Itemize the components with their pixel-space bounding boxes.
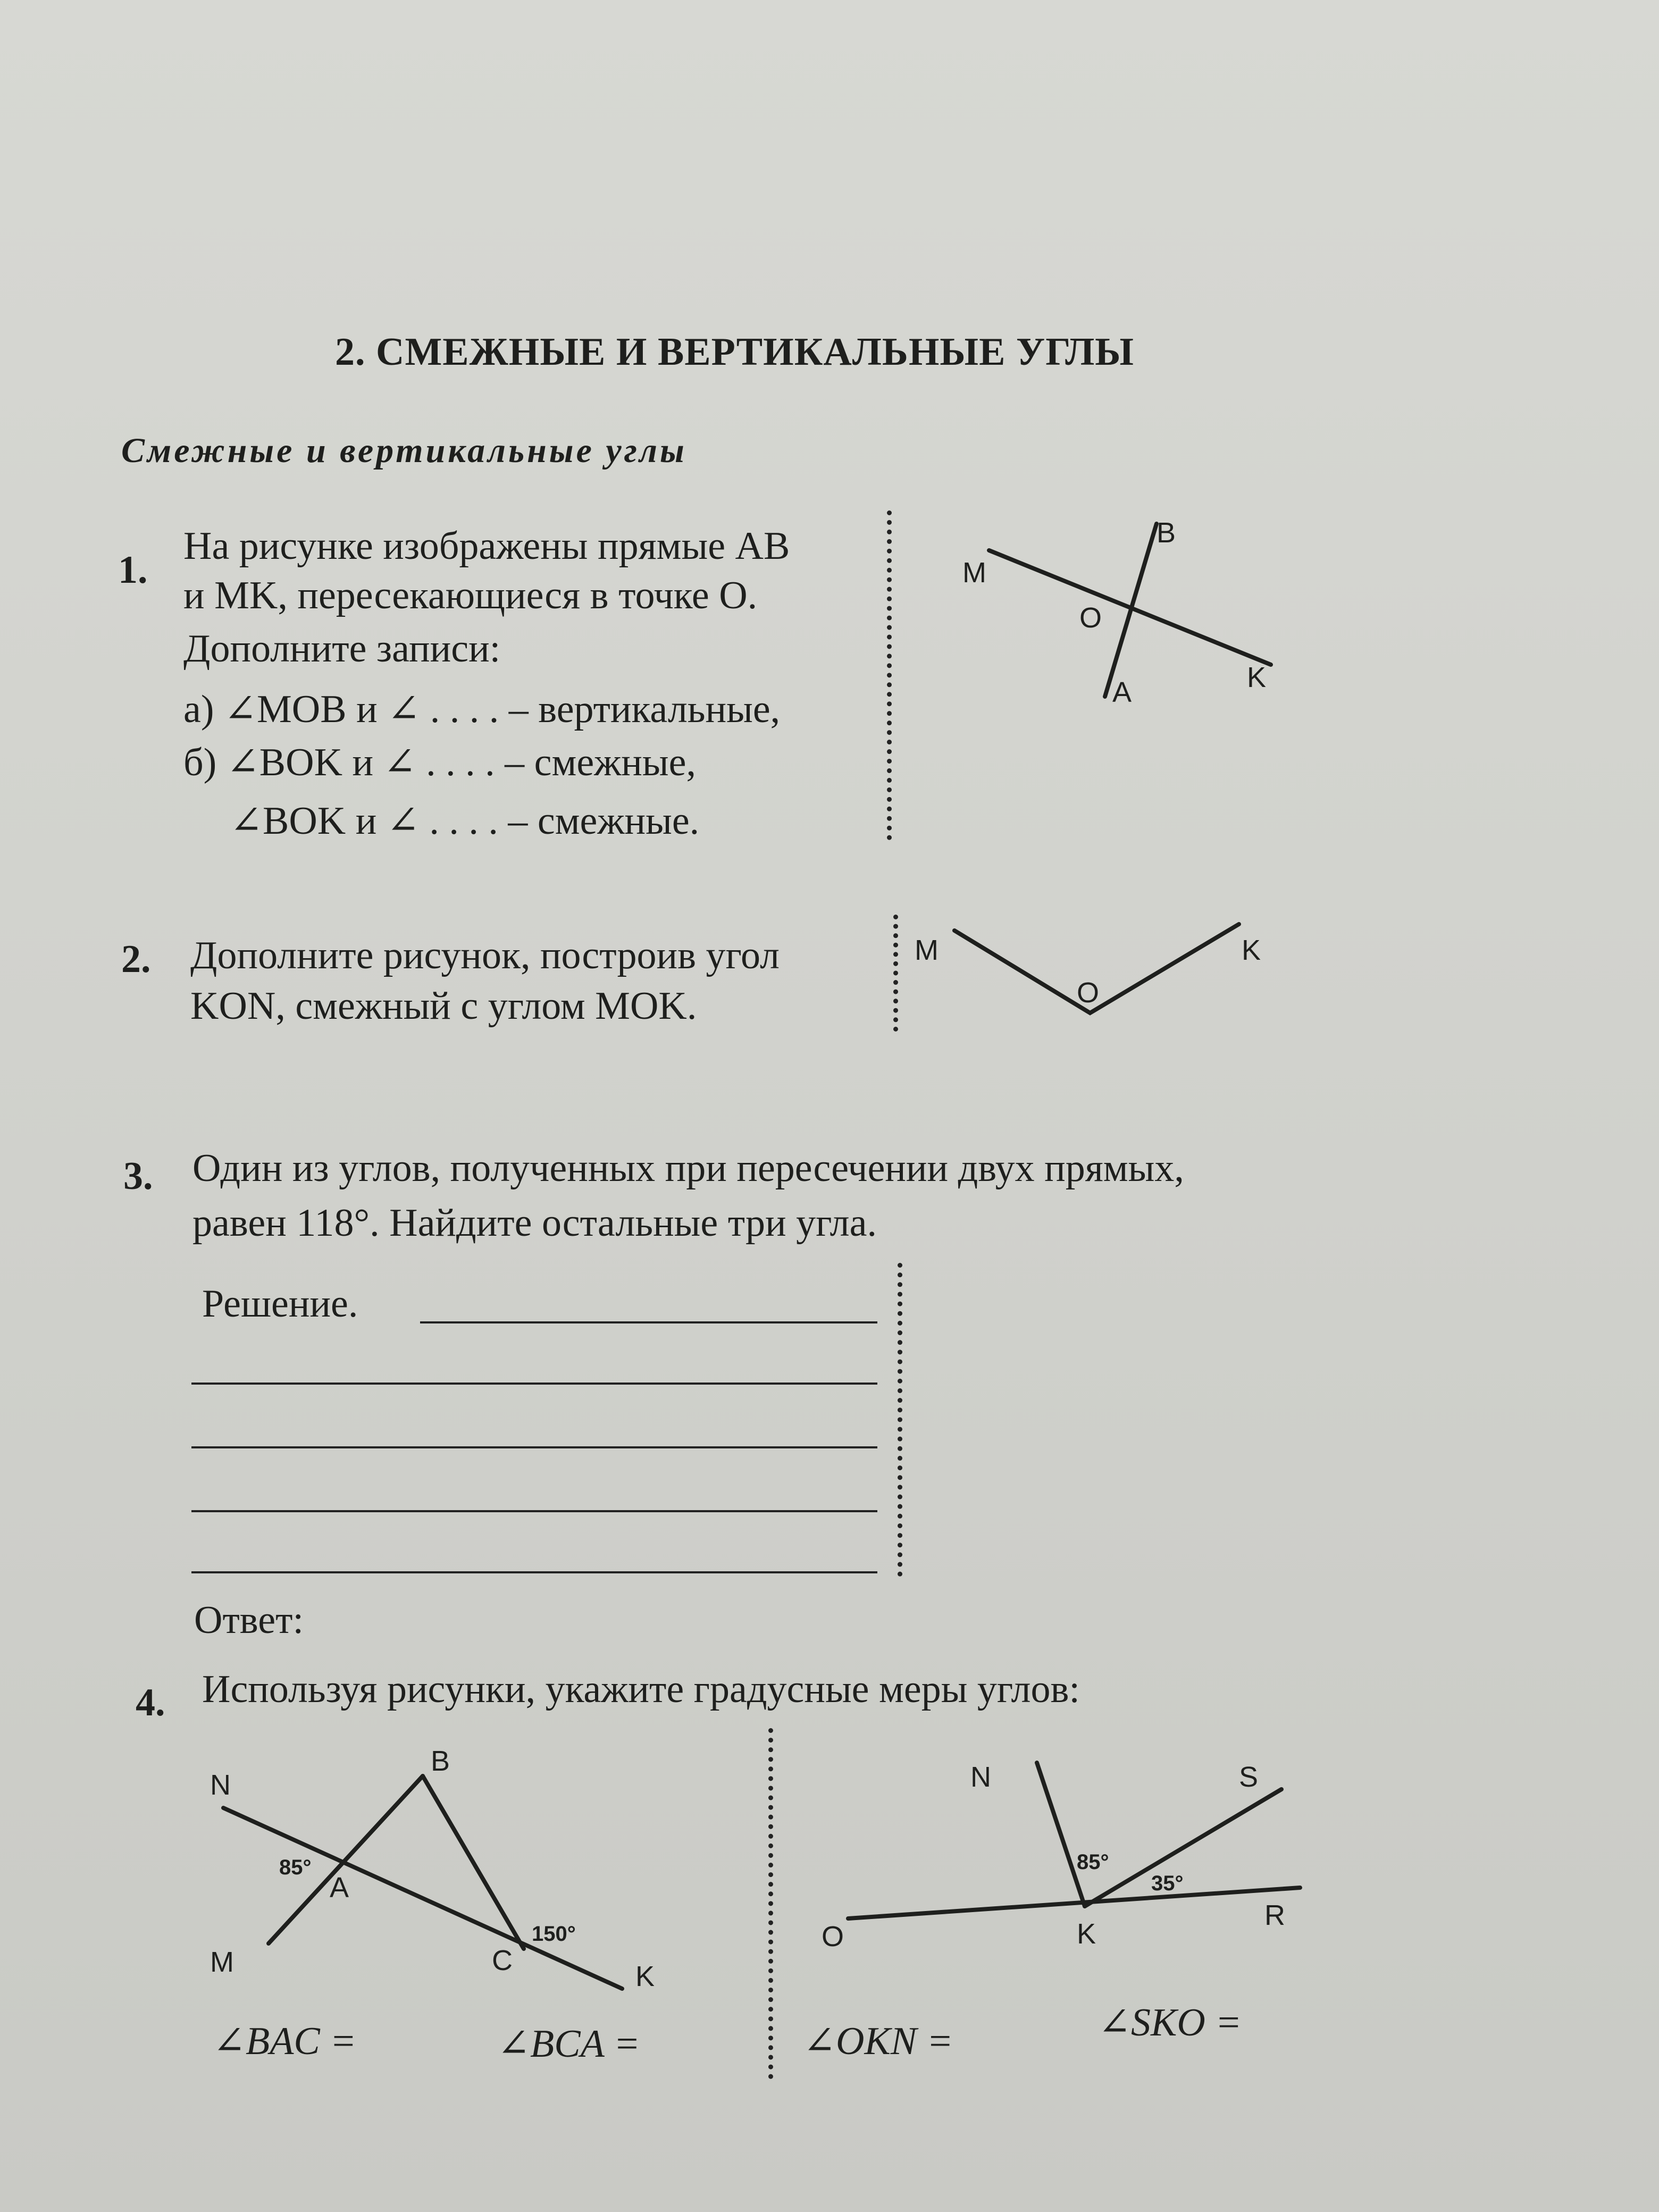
fig1-label-k: K — [1247, 661, 1267, 693]
fig4r-label-s: S — [1239, 1761, 1259, 1793]
fig4l-label-b: B — [431, 1745, 450, 1777]
ray-kn — [1037, 1763, 1085, 1906]
fig1-label-b: B — [1157, 517, 1176, 549]
fig1-label-a: A — [1112, 676, 1132, 708]
fig4l-label-k: K — [635, 1960, 655, 1992]
fig4r-angle-35: 35° — [1151, 1872, 1184, 1895]
subsection-title: Смежные и вертикальные углы — [121, 431, 687, 470]
q-bac: ∠BAC = — [213, 2020, 357, 2063]
q-sko: ∠SKO = — [1098, 2001, 1242, 2045]
fig1-label-m: M — [962, 557, 986, 589]
task1-item-a: а) ∠MOB и ∠ . . . . – вертикальные, — [183, 688, 781, 731]
q-okn: ∠OKN = — [803, 2020, 953, 2063]
section-title: 2. СМЕЖНЫЕ И ВЕРТИКАЛЬНЫЕ УГЛЫ — [335, 330, 1134, 374]
line-ab — [1105, 524, 1157, 697]
task4-text: Используя рисунки, укажите градусные меры углов: — [202, 1668, 1080, 1711]
fig4l-angle-85: 85° — [279, 1856, 312, 1879]
task2-number: 2. — [121, 937, 151, 981]
fig4l-label-c: C — [492, 1945, 513, 1976]
solution-label: Решение. — [202, 1282, 358, 1326]
fig2-label-m: M — [915, 934, 939, 966]
task3-line2: равен 118°. Найдите остальные три угла. — [192, 1201, 877, 1245]
task1-item-b1: б) ∠BOK и ∠ . . . . – смежные, — [183, 741, 696, 784]
task1-item-b2: ∠BOK и ∠ . . . . – смежные. — [230, 799, 700, 843]
fig4l-label-m: M — [210, 1946, 234, 1978]
fig2-label-o: O — [1077, 977, 1100, 1009]
fig4r-label-o: O — [822, 1921, 844, 1953]
task1-line2: и MK, пересекающиеся в точке O. — [183, 574, 758, 617]
fig4r-angle-85: 85° — [1077, 1850, 1109, 1874]
fig4r-label-k: K — [1077, 1918, 1096, 1950]
q-bca: ∠BCA = — [497, 2022, 640, 2066]
fig2-label-k: K — [1242, 934, 1261, 966]
task2-line1: Дополните рисунок, построив угол — [190, 934, 780, 977]
fig1-label-o: O — [1079, 602, 1102, 634]
fig4l-angle-150: 150° — [532, 1922, 576, 1946]
task2-line2: KON, смежный с углом MOK. — [190, 984, 697, 1028]
task3-number: 3. — [123, 1154, 153, 1198]
line-nk — [223, 1808, 622, 1989]
task4-number: 4. — [136, 1681, 165, 1724]
task1-line1: На рисунке изображены прямые AB — [183, 524, 790, 568]
fig4l-label-n: N — [210, 1769, 231, 1801]
line-or — [848, 1888, 1300, 1918]
fig4r-label-n: N — [970, 1761, 991, 1793]
task1-number: 1. — [118, 548, 148, 592]
answer-label: Ответ: — [194, 1598, 304, 1642]
fig4r-label-r: R — [1264, 1899, 1285, 1931]
fig4l-label-a: A — [330, 1872, 349, 1904]
task1-line3: Дополните записи: — [183, 627, 501, 671]
task3-line1: Один из углов, полученных при пересечении двух прямых, — [192, 1146, 1184, 1190]
